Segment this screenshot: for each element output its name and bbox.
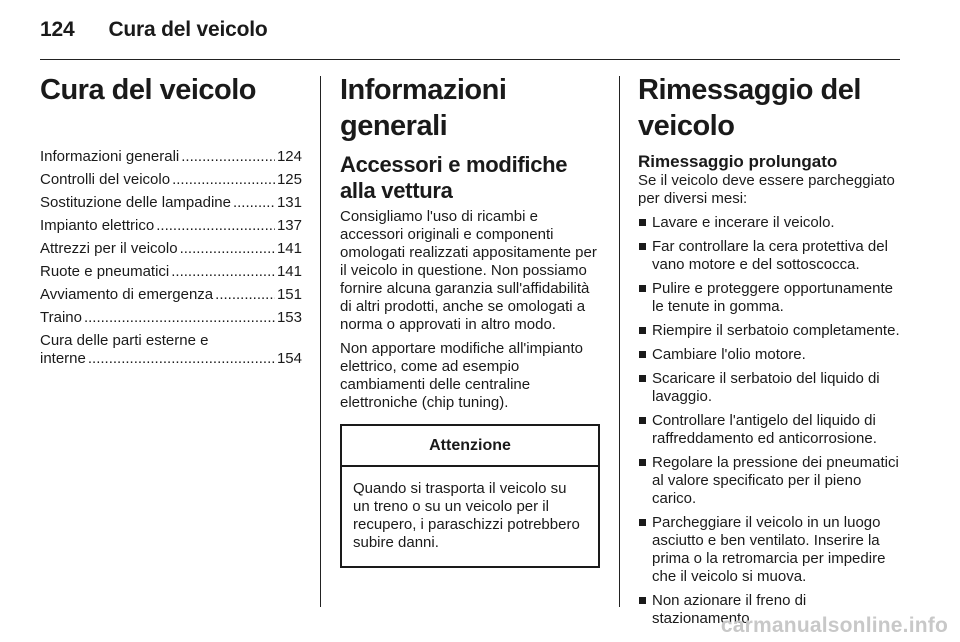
subsection-heading: Accessori e modifiche alla vettura — [340, 152, 568, 203]
storage-column — [638, 72, 902, 634]
bullet-square-icon — [639, 351, 646, 358]
toc-entry[interactable]: Ruote e pneumatici ..... 141 — [40, 263, 302, 281]
bullet-square-icon — [639, 417, 646, 424]
toc-entry[interactable]: Cura delle parti esterne e interne ..... 154 — [40, 332, 302, 368]
warning-text: Quando si trasporta il veicolo su un treno o su un veicolo per il recupero, i paraschizzi potrebbero subire danni. — [353, 480, 580, 551]
toc-column — [40, 72, 302, 373]
section-heading: Informazioni generali — [340, 74, 507, 142]
toc-entry[interactable]: Traino ..... 153 — [40, 309, 302, 327]
bullet-square-icon — [639, 327, 646, 334]
table-of-contents — [40, 148, 302, 368]
page-header — [40, 18, 267, 48]
bullet-square-icon — [639, 519, 646, 526]
toc-entry[interactable]: Controlli del veicolo ..... 125 — [40, 171, 302, 189]
column-divider-1 — [320, 76, 321, 607]
header-title: Cura del veicolo — [108, 18, 268, 41]
toc-entry[interactable]: Sostituzione delle lampadine ..... 131 — [40, 194, 302, 212]
bullet-square-icon — [639, 285, 646, 292]
chapter-heading: Cura del veicolo — [40, 74, 257, 106]
list-item: Pulire e proteggere opportunamente le tenute in gomma. — [638, 280, 902, 316]
paragraph: Se il veicolo deve essere parcheggiato per diversi mesi: — [638, 172, 895, 207]
list-item: Regolare la pressione dei pneumatici al valore specificato per il pieno carico. — [638, 454, 902, 508]
toc-entry[interactable]: Avviamento di emergenza ..... 151 — [40, 286, 302, 304]
list-item: Cambiare l'olio motore. — [638, 346, 902, 364]
bullet-square-icon — [639, 375, 646, 382]
toc-entry[interactable]: Attrezzi per il veicolo ..... 141 — [40, 240, 302, 258]
watermark: carmanualsonline.info — [720, 614, 948, 637]
section-heading: Rimessaggio del veicolo — [638, 74, 861, 142]
paragraph: Non apportare modifiche all'impianto elettrico, come ad esempio cambiamenti delle centraline elettroniche (chip tuning). — [340, 340, 583, 411]
list-item: Lavare e incerare il veicolo. — [638, 214, 902, 232]
bullet-list — [638, 214, 902, 628]
subsection-heading: Rimessaggio prolungato — [638, 152, 838, 171]
list-item: Scaricare il serbatoio del liquido di lavaggio. — [638, 370, 902, 406]
warning-box — [340, 424, 600, 568]
bullet-square-icon — [639, 243, 646, 250]
toc-entry[interactable]: Impianto elettrico ..... 137 — [40, 217, 302, 235]
bullet-square-icon — [639, 597, 646, 604]
column-divider-2 — [619, 76, 620, 607]
bullet-square-icon — [639, 459, 646, 466]
list-item: Parcheggiare il veicolo in un luogo asciutto e ben ventilato. Inserire la prima o la retromarcia per impedire che il veicolo si muova. — [638, 514, 902, 586]
list-item: Far controllare la cera protettiva del vano motore e del sottoscocca. — [638, 238, 902, 274]
list-item: Non azionare il freno di stazionamento. — [638, 592, 902, 628]
toc-entry[interactable]: Informazioni generali ..... 124 — [40, 148, 302, 166]
warning-title: Attenzione — [342, 426, 598, 467]
general-info-column — [340, 72, 602, 568]
list-item: Controllare l'antigelo del liquido di raffreddamento ed anticorrosione. — [638, 412, 902, 448]
page-number: 124 — [40, 18, 75, 41]
bullet-square-icon — [639, 219, 646, 226]
list-item: Riempire il serbatoio completamente. — [638, 322, 902, 340]
paragraph: Consigliamo l'uso di ricambi e accessori originali e componenti omologati realizzati appositamente per il veicolo in questione. Non possiamo fornire alcuna garanzia sull'affidabilità di altri prodotti, anche se omologati a norma o approvati in altro modo. — [340, 208, 597, 333]
header-rule — [40, 59, 900, 60]
